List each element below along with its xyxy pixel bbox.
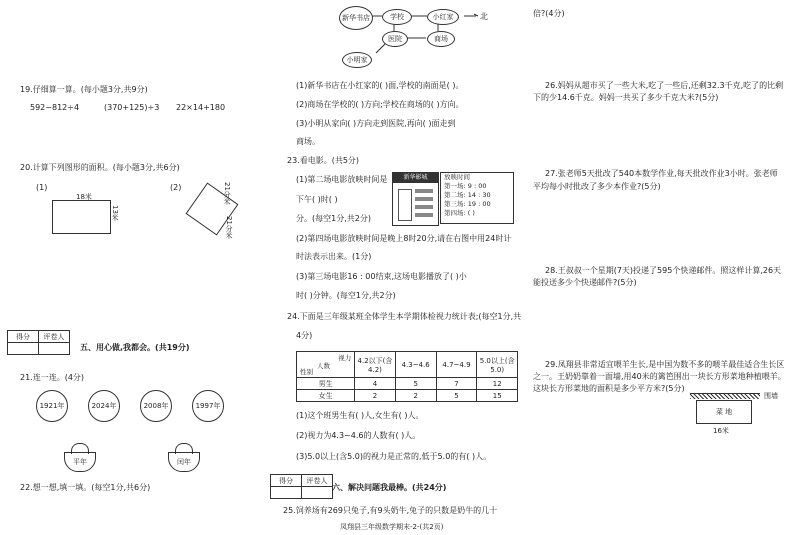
q19-item-2: (370+125)÷3 (104, 103, 160, 112)
year-2024: 2024年 (88, 390, 120, 422)
q23-1c: 分。(每空1分,共2分) (296, 214, 371, 223)
schedule-row: 第三场: 19 : 00 (444, 200, 491, 208)
table-cell: 12 (477, 378, 518, 390)
q22-3a: (3)小明从家向( )方向走到医院,再向( )面走到 (296, 119, 456, 128)
score-blank[interactable] (271, 487, 302, 499)
map-node-hospital: 医院 (382, 31, 408, 47)
schedule-row: 第一场: 9 : 00 (444, 182, 487, 190)
q22-2: (2)商场在学校的( )方向;学校在商场的( )方向。 (296, 100, 464, 109)
q29-b: 之一。王奶奶靠着一面墙,用40米的篱笆围出一块长方形菜地种植喂羊。 (533, 372, 786, 381)
q23-2a: (2)第四场电影放映时间是晚上8时20分,请在右图中用24时计 (296, 234, 512, 243)
q24-1: (1)这个班男生有( )人,女生有( )人。 (296, 411, 424, 420)
q25-end: 倍?(4分) (533, 9, 565, 18)
table-col-header: 4.2以下(含4.2) (355, 352, 396, 378)
q23-heading: 23.看电影。(共5分) (287, 156, 360, 165)
q24-heading-b: 4分) (296, 331, 313, 340)
basket-common-year: 平年 (64, 452, 96, 472)
table-col-header: 5.0以上(含5.0) (477, 352, 518, 378)
table-cell: 2 (355, 390, 396, 402)
field-rectangle (696, 400, 752, 424)
table-corner (297, 352, 355, 378)
map-node-xiaohong-home: 小红家 (427, 9, 459, 25)
q23-1a: (1)第二场电影放映时间是 (296, 175, 388, 184)
section-6-heading: 六、解决问题我最棒。(共24分) (332, 483, 447, 492)
q29-c: 这块长方形菜地的面积是多少平方米?(5分) (533, 384, 685, 393)
vision-table (296, 351, 518, 402)
map-node-xiaoming-home: 小明家 (342, 52, 372, 68)
score-blank[interactable] (8, 343, 39, 355)
q19-heading: 19.仔细算一算。(每小题3分,共9分) (20, 85, 148, 94)
q27-a: 27.张老师5天批改了540本数学作业,每天批改作业3小时。张老师 (545, 169, 778, 178)
table-col-header: 4.3~4.6 (395, 352, 436, 378)
q21-heading: 21.连一连。(4分) (20, 373, 85, 382)
q23-3b: 时( )分钟。(每空1分,共2分) (296, 291, 396, 300)
table-cell: 15 (477, 390, 518, 402)
q22-1: (1)新华书店在小红家的( )面,学校的南面是( )。 (296, 81, 464, 90)
q23-3a: (3)第三场电影16 : 00结束,这场电影播放了( )小 (296, 272, 467, 281)
q20-2-label: (2) (170, 183, 182, 192)
north-arrow-label: 北 (480, 12, 488, 21)
q20-1-top-dim: 18米 (76, 193, 92, 201)
q22-3b: 商场。 (296, 137, 320, 146)
q19-item-1: 592−812÷4 (30, 103, 80, 112)
schedule-board (440, 172, 514, 224)
q24-2: (2)视力为4.3~4.6的人数有( )人。 (296, 431, 421, 440)
q20-2-side-dim-1: 21分米 (223, 182, 231, 205)
grader-blank[interactable] (39, 343, 70, 355)
year-1921: 1921年 (36, 390, 68, 422)
table-col-header: 4.7~4.9 (436, 352, 477, 378)
wall-figure (690, 393, 760, 399)
table-cell: 5 (395, 378, 436, 390)
corner-count: 人数 (317, 362, 330, 370)
score-table-5 (7, 330, 70, 355)
corner-gender: 性别 (300, 368, 313, 376)
q20-2-side-dim-2: 21分米 (225, 216, 233, 239)
table-row-label: 女生 (297, 390, 355, 402)
schedule-row: 第二场: 14 : 30 (444, 191, 491, 199)
map-node-mall: 商场 (427, 31, 455, 47)
page-footer: 凤翔县三年级数学期末-2-(共2页) (340, 523, 444, 531)
grader-blank[interactable] (302, 487, 333, 499)
score-cell: 得分 (271, 475, 302, 487)
q27-b: 平均每小时批改了多少本作业?(5分) (533, 182, 661, 191)
table-cell: 2 (395, 390, 436, 402)
q26-a: 26.妈妈从超市买了一些大米,吃了一些后,还剩32.3千克,吃了的比剩 (545, 81, 784, 90)
q28-b: 能投送多少个快递邮件?(5分) (533, 278, 637, 287)
q29-a: 29.凤翔县非常适宜喂羊生长,是中国为数不多的喂羊最佳适合生长区 (545, 360, 785, 369)
year-1997: 1997年 (192, 390, 224, 422)
q23-2b: 时法表示出来。(1分) (296, 252, 372, 261)
table-cell: 7 (436, 378, 477, 390)
field-label: 菜 地 (715, 408, 733, 416)
q24-3: (3)5.0以上(含5.0)的视力是正常的,低于5.0的有( )人。 (296, 452, 492, 461)
q19-item-3: 22×14+180 (176, 103, 226, 112)
grader-cell: 评卷人 (39, 331, 70, 343)
score-table-6 (270, 474, 333, 499)
rectangle-figure (52, 200, 111, 234)
q26-b: 下的少14.6千克。妈妈一共买了多少千克大米?(5分) (533, 93, 719, 102)
field-width-dim: 16米 (713, 427, 729, 435)
score-cell: 得分 (8, 331, 39, 343)
cinema-illustration (392, 172, 439, 226)
year-2008: 2008年 (140, 390, 172, 422)
q23-1b: 下午( )时( ) (296, 195, 338, 204)
wall-label: 围墙 (764, 392, 778, 400)
q20-1-label: (1) (36, 183, 48, 192)
map-node-school: 学校 (382, 9, 412, 25)
q22-heading: 22.想一想,填一填。(每空1分,共6分) (20, 483, 151, 492)
table-row-label: 男生 (297, 378, 355, 390)
map-node-bookstore: 新华书店 (339, 6, 373, 30)
q20-1-side-dim: 13米 (111, 205, 119, 221)
q25-text: 25.饲养场有269只兔子,有9头奶牛,兔子的只数是奶牛的几十 (283, 506, 498, 515)
schedule-row: 第四场: ( ) (444, 209, 475, 217)
section-5-heading: 五、用心做,我都会。(共19分) (80, 343, 190, 352)
q28-a: 28.王叔叔一个星期(7天)投递了595个快递邮件。照这样计算,26天 (545, 266, 782, 275)
q20-heading: 20.计算下列图形的面积。(每小题3分,共6分) (20, 163, 180, 172)
table-cell: 5 (436, 390, 477, 402)
grader-cell: 评卷人 (302, 475, 333, 487)
table-cell: 4 (355, 378, 396, 390)
corner-vision: 视力 (338, 354, 352, 362)
q24-heading-a: 24.下面是三年级某班全体学生本学期体检视力统计表;(每空1分,共 (287, 312, 522, 321)
cinema-sign: 新华影城 (393, 173, 438, 183)
basket-leap-year: 闰年 (168, 452, 200, 472)
schedule-title: 放映时间 (444, 173, 470, 181)
